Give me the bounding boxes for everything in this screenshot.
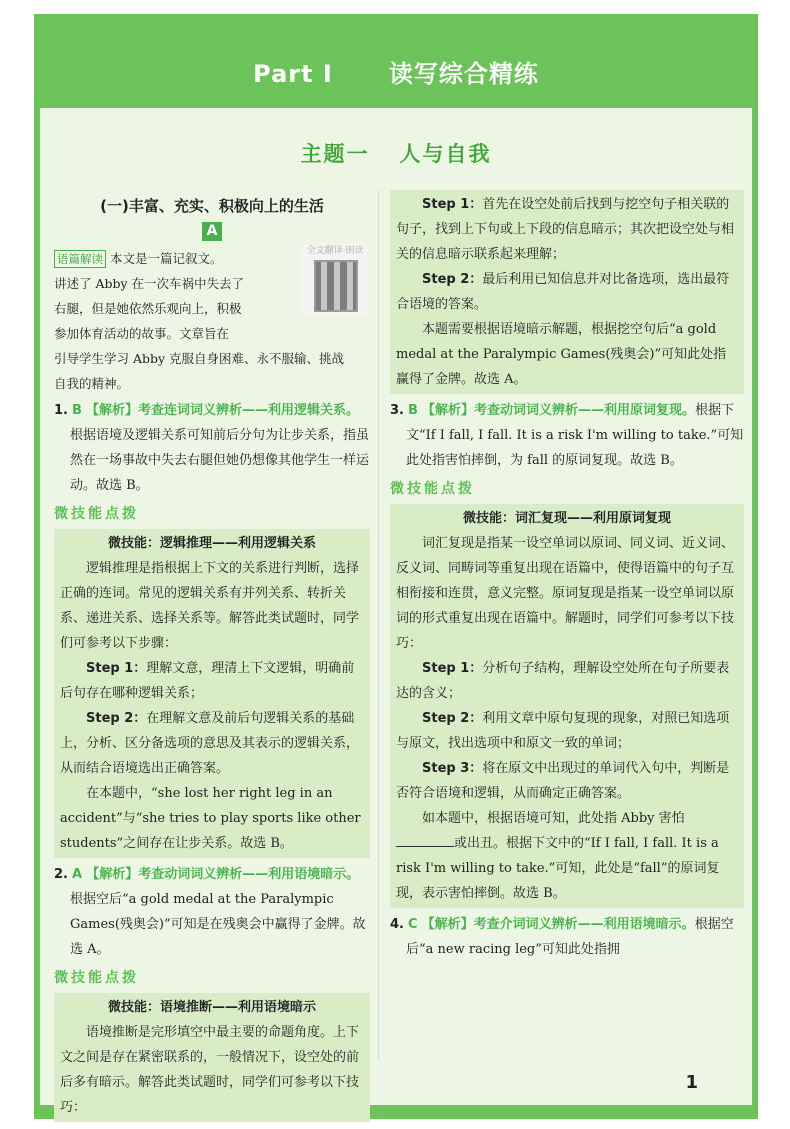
- tip-example: [396, 806, 738, 906]
- analysis-tag: 【解析】考查动词词义辨析——利用语境暗示。: [86, 867, 360, 882]
- tip-step: [396, 706, 738, 756]
- page: [34, 14, 758, 1119]
- analysis-text: 根据空后“a new racing leg”可知此处指拥: [406, 917, 734, 957]
- analysis-text: 根据空后“a gold medal at the Paralympic Games(残奥会)”可知是在残奥会中赢得了金牌。故选 A。: [70, 892, 366, 957]
- tip-intro: 逻辑推理是指根据上下文的关系进行判断，选择正确的连词。常见的逻辑关系有并列关系、转折关系、递进关系、选择关系等。解答此类试题时，同学们可参考以下步骤：: [60, 561, 360, 651]
- tip-example: 本题需要根据语境暗示解题，根据挖空句后“a gold medal at the Paralympic Games(残奥会)”可知此处指赢得了金牌。故选 A。: [396, 322, 727, 387]
- step-label: Step 2：: [422, 711, 483, 726]
- reading-tag: 语篇解读: [54, 250, 106, 268]
- tip-box-continued: [390, 190, 744, 394]
- tip-box: [54, 529, 370, 858]
- answer-letter: C: [407, 917, 418, 932]
- step-label: Step 1：: [86, 661, 147, 676]
- analysis-text: 根据语境及逻辑关系可知前后分句为让步关系，指虽然在一场事故中失去右腿但她仍想像其他学生一样运动。故选 B。: [70, 428, 370, 493]
- answer-blank: [396, 832, 454, 847]
- theme-name: 人与自我: [399, 142, 492, 166]
- tip-intro: 语境推断是完形填空中最主要的命题角度。上下文之间是存在紧密联系的，一般情况下，设空处的前后多有暗示。解答此类试题时，同学们可参考以下技巧：: [60, 1025, 360, 1115]
- tip-title: 微技能：语境推断——利用语境暗示: [107, 1000, 316, 1015]
- example-text: 或出丑。根据下文中的“If I fall, I fall. It is a risk I'm willing to take.”可知，此处是“fall”的原词复现，表示害怕摔倒。故选 B。: [396, 836, 720, 901]
- tip-header: 微技能点拨: [390, 481, 475, 497]
- tip-header: 微技能点拨: [54, 506, 139, 522]
- analysis-tag: 【解析】考查连词词义辨析——利用逻辑关系。: [86, 403, 360, 418]
- step-text: 理解文意，理清上下文逻辑，明确前后句存在哪种逻辑关系；: [60, 661, 355, 701]
- qr-code-image: [314, 260, 358, 312]
- tip-step: [396, 756, 738, 806]
- reading-line: 讲述了 Abby 在一次车祸中失去了: [54, 276, 245, 291]
- reading-line: 参加体育活动的故事。文章旨在: [54, 326, 230, 341]
- analysis-tag: 【解析】考查动词词义辨析——利用原词复现。: [422, 403, 696, 418]
- right-column: [390, 190, 744, 962]
- tip-title: 微技能：词汇复现——利用原词复现: [462, 511, 671, 526]
- question-2: [54, 862, 370, 962]
- tip-step: [60, 656, 364, 706]
- passage-badge: A: [202, 222, 222, 241]
- question-number: 2.: [54, 867, 68, 882]
- tip-box: [390, 504, 744, 908]
- question-number: 3.: [390, 403, 404, 418]
- step-text: 首先在设空处前后找到与挖空句子相关联的句子，找到上下句或上下段的信息暗示；其次把设空处与相关的信息暗示联系起来理解；: [396, 197, 735, 262]
- tip-step: [60, 706, 364, 781]
- question-1: [54, 398, 370, 498]
- tip-step: [396, 267, 738, 317]
- reading-line: 引导学生学习 Abby 克服自身困难、永不服输、挑战: [54, 351, 345, 366]
- part-label: Part Ⅰ: [253, 60, 333, 88]
- step-label: Step 1：: [422, 197, 483, 212]
- step-label: Step 2：: [422, 272, 483, 287]
- page-number: 1: [685, 1072, 698, 1093]
- part-title: 读写综合精练: [388, 60, 539, 88]
- step-label: Step 2：: [86, 711, 147, 726]
- tip-example: 在本题中，“she lost her right leg in an accident”与“she tries to play sports like other students”之间存在让步关系。故选 B。: [60, 786, 361, 851]
- reading-summary: [54, 246, 370, 396]
- reading-line: 本文是一篇记叙文。: [110, 251, 223, 266]
- step-label: Step 3：: [422, 761, 483, 776]
- question-number: 1.: [54, 403, 68, 418]
- step-text: 分析句子结构，理解设空处所在句子所要表达的含义；: [396, 661, 730, 701]
- answer-letter: B: [71, 403, 82, 418]
- column-divider: [378, 190, 379, 1060]
- step-text: 最后利用已知信息并对比备选项，选出最符合语境的答案。: [396, 272, 730, 312]
- right-border: [752, 108, 758, 1119]
- theme-heading: [34, 138, 758, 168]
- tip-step: [396, 656, 738, 706]
- section-title: (一)丰富、充实、积极向上的生活: [100, 197, 324, 215]
- tip-title: 微技能：逻辑推理——利用逻辑关系: [107, 536, 316, 551]
- step-text: 利用文章中原句复现的现象，对照已知选项与原文，找出选项中和原文一致的单词；: [396, 711, 730, 751]
- qr-caption: 全文翻译·朗读: [306, 246, 364, 256]
- tip-intro: 词汇复现是指某一设空单词以原词、同义词、近义词、反义词、同畴词等重复出现在语篇中，使得语篇中的句子互相衔接和连贯，意义完整。原词复现是指某一设空单词以原词的形式重复出现在语篇中。解题时，同学们可参考以下技巧：: [396, 536, 735, 651]
- question-3: [390, 398, 744, 473]
- step-label: Step 1：: [422, 661, 483, 676]
- answer-letter: B: [407, 403, 418, 418]
- answer-letter: A: [71, 867, 83, 882]
- tip-step: [396, 192, 738, 267]
- question-number: 4.: [390, 917, 404, 932]
- reading-line: 右腿，但是她依然乐观向上，积极: [54, 301, 242, 316]
- left-border: [34, 108, 40, 1119]
- analysis-text: 根据下文“If I fall, I fall. It is a risk I'm willing to take.”可知此处指害怕摔倒，为 fall 的原词复现。故选 B。: [406, 403, 744, 468]
- step-text: 在理解文意及前后句逻辑关系的基础上，分析、区分备选项的意思及其表示的逻辑关系，从而结合语境选出正确答案。: [60, 711, 360, 776]
- theme-prefix: 主题一: [300, 142, 370, 166]
- analysis-tag: 【解析】考查介词词义辨析——利用语境暗示。: [421, 917, 695, 932]
- question-4: [390, 912, 744, 962]
- tip-header: 微技能点拨: [54, 970, 139, 986]
- step-text: 将在原文中出现过的单词代入句中，判断是否符合语境和逻辑，从而确定正确答案。: [396, 761, 730, 801]
- tip-box: [54, 993, 370, 1122]
- part-heading: [34, 54, 758, 89]
- example-text: 如本题中，根据语境可知，此处指 Abby 害怕: [422, 811, 685, 826]
- reading-line: 自我的精神。: [54, 376, 130, 391]
- qr-code[interactable]: [302, 244, 368, 316]
- left-column: [54, 190, 370, 1126]
